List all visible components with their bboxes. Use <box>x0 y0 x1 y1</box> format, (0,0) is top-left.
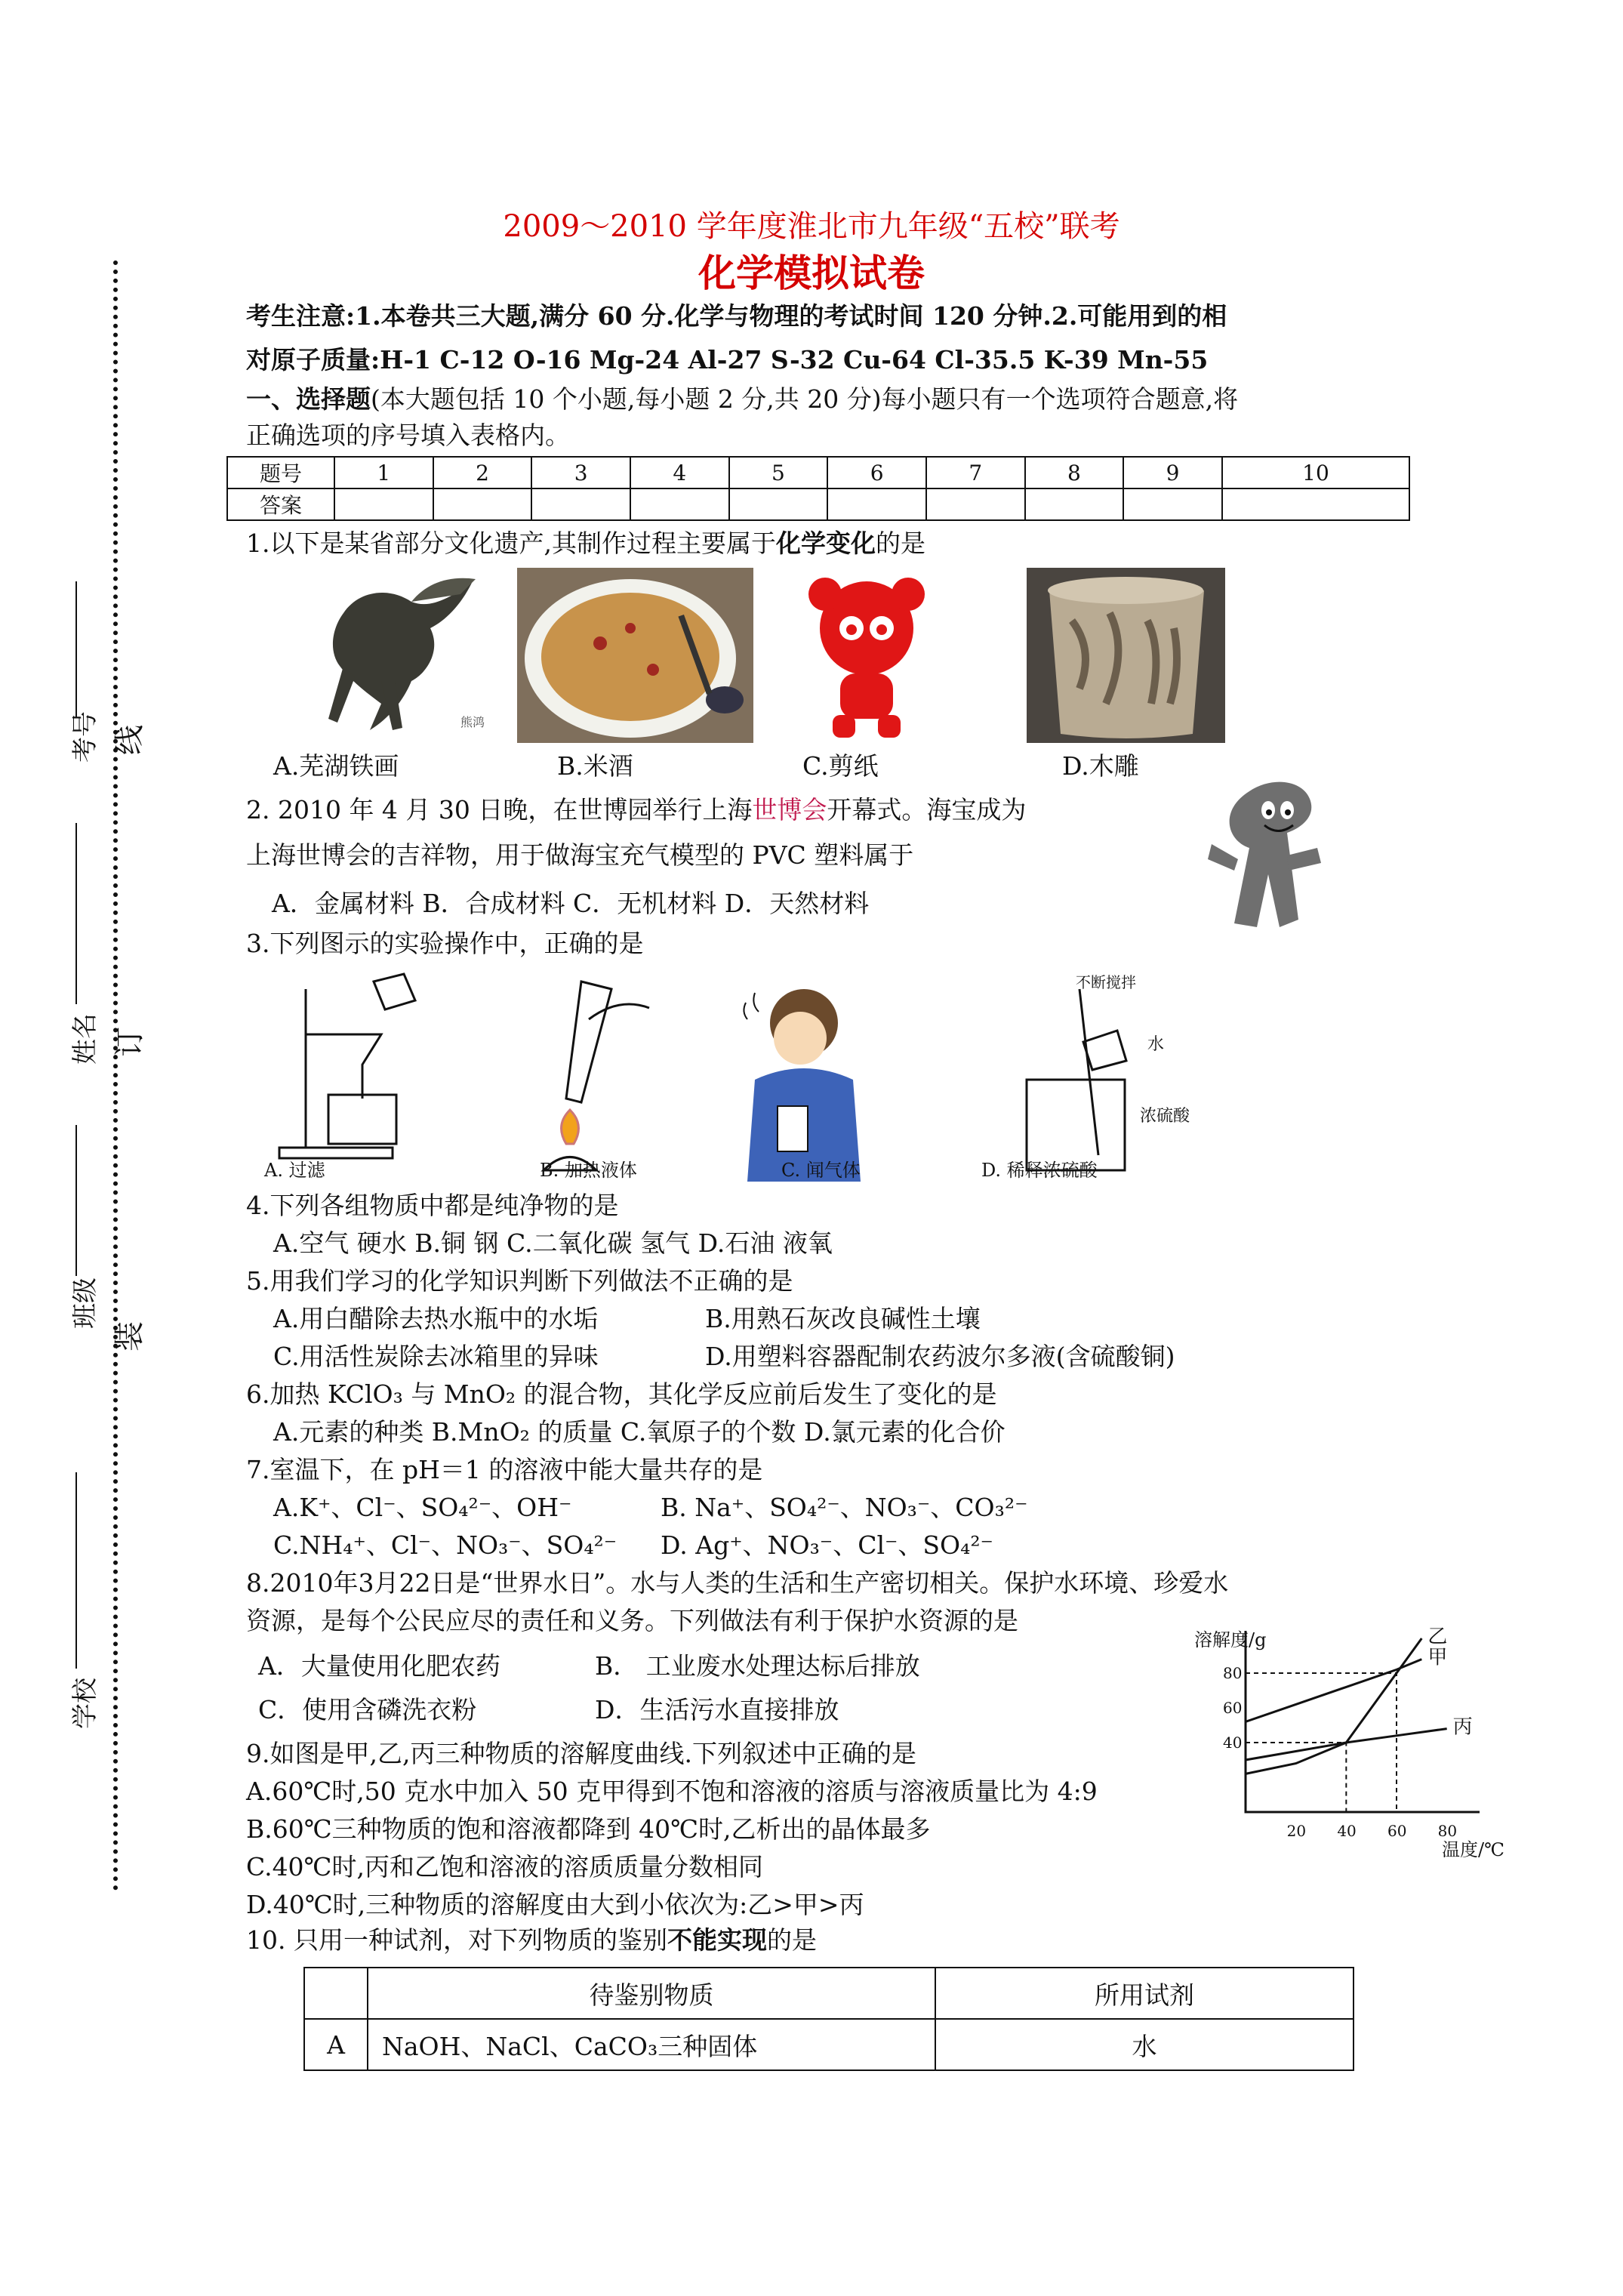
answer-cell[interactable] <box>531 488 630 520</box>
answer-cell[interactable] <box>926 488 1025 520</box>
q5-option-a: A.用白醋除去热水瓶中的水垢 <box>273 1304 599 1333</box>
q8-line2: 资源，是每个公民应尽的责任和义务。下列做法有利于保护水资源的是 <box>246 1606 1018 1635</box>
guide-line <box>1246 1743 1346 1812</box>
q9-option-c: C.40℃时,丙和乙饱和溶液的溶质质量分数相同 <box>246 1852 763 1881</box>
answer-table-number: 10 <box>1222 457 1409 488</box>
answer-table-number: 6 <box>827 457 926 488</box>
q1-stem: 1.以下是某省部分文化遗产,其制作过程主要属于化学变化的是 <box>246 529 925 558</box>
expo-link[interactable]: 世博会 <box>752 795 827 824</box>
annotation-water: 水 <box>1147 1035 1165 1054</box>
answer-cell[interactable] <box>334 488 433 520</box>
q8-option-d: D．生活污水直接排放 <box>595 1695 839 1724</box>
q10-row-substance: NaOH、NaCl、CaCO₃三种固体 <box>368 2019 935 2070</box>
binding-char-zhuang: 装 <box>112 1321 147 1351</box>
section1-desc: (本大题包括 10 个小题,每小题 2 分,共 20 分)每小题只有一个选项符合题意,将 <box>371 384 1239 414</box>
q8-line1: 8.2010年3月22日是“世界水日”。水与人类的生活和生产密切相关。保护水环境、珍爱水 <box>246 1568 1229 1598</box>
q6-options: A.元素的种类 B.MnO₂ 的质量 C.氧原子的个数 D.氯元素的化合价 <box>273 1417 1006 1447</box>
answer-table-row-numbers <box>227 457 1409 488</box>
q3-label-c: C. 闻气体 <box>781 1160 861 1181</box>
series-line-乙 <box>1246 1638 1421 1774</box>
solubility-curve-chart <box>1193 1623 1510 1857</box>
series-label: 丙 <box>1452 1715 1473 1739</box>
series-label: 乙 <box>1427 1626 1448 1648</box>
section1-line1 <box>246 381 1238 418</box>
wood-carving-image <box>1027 568 1225 743</box>
y-tick-label: 40 <box>1223 1734 1243 1752</box>
answer-table-row-answers <box>227 488 1409 520</box>
q7-option-d: D. Ag⁺、NO₃⁻、Cl⁻、SO₄²⁻ <box>661 1530 993 1560</box>
q10-row-reagent: 水 <box>935 2019 1354 2070</box>
annotation-acid: 浓硫酸 <box>1140 1107 1190 1126</box>
q3-label-d: D. 稀释浓硫酸 <box>981 1160 1098 1181</box>
q10-header-blank <box>304 1968 368 2019</box>
annotation-stir: 不断搅拌 <box>1076 973 1136 991</box>
q7-option-a: A.K⁺、Cl⁻、SO₄²⁻、OH⁻ <box>273 1493 572 1522</box>
answer-table-number: 1 <box>334 457 433 488</box>
filtration-apparatus-figure <box>279 974 415 1158</box>
q8-option-b: B． 工业废水处理达标后排放 <box>595 1651 920 1681</box>
answer-cell[interactable] <box>433 488 532 520</box>
q7-option-c: C.NH₄⁺、Cl⁻、NO₃⁻、SO₄²⁻ <box>273 1530 617 1560</box>
q1-option-d: D.木雕 <box>1062 751 1139 781</box>
side-label-xingming: 姓名 <box>70 1013 100 1065</box>
heating-liquid-figure <box>544 982 649 1170</box>
answer-table-number: 7 <box>926 457 1025 488</box>
side-label-banji: 班级 <box>70 1277 100 1329</box>
binding-dotted-line <box>113 260 118 1891</box>
x-tick-label: 80 <box>1437 1822 1458 1840</box>
notice-line1: 考生注意:1.本卷共三大题,满分 60 分.化学与物理的考试时间 120 分钟.2.可能用到的相 <box>246 301 1227 331</box>
y-tick-label: 60 <box>1223 1699 1243 1717</box>
exam-title-line2: 化学模拟试卷 <box>698 251 925 295</box>
answer-table-label-answer: 答案 <box>227 488 334 520</box>
answer-cell[interactable] <box>1123 488 1222 520</box>
section1-heading: 一、选择题 <box>246 384 371 414</box>
x-tick-label: 40 <box>1337 1822 1357 1840</box>
smelling-gas-figure <box>744 989 861 1182</box>
answer-cell[interactable] <box>827 488 926 520</box>
xuexiao-underline <box>75 1472 77 1669</box>
q4-options: A.空气 硬水 B.铜 钢 C.二氧化碳 氢气 D.石油 液氧 <box>273 1228 833 1258</box>
dilute-sulfuric-acid-figure <box>1027 973 1190 1170</box>
q5-option-d: D.用塑料容器配制农药波尔多液(含硫酸铜) <box>705 1342 1175 1371</box>
chart-ylabel: 溶解度/g <box>1194 1629 1267 1650</box>
x-tick-label: 60 <box>1387 1822 1407 1840</box>
exam-title-line1: 2009～2010 学年度淮北市九年级“五校”联考 <box>503 209 1120 244</box>
notice-line2: 对原子质量:H-1 C-12 O-16 Mg-24 Al-27 S-32 Cu-64 Cl-35.5 K-39 Mn-55 <box>246 345 1209 374</box>
q6-stem: 6.加热 KClO₃ 与 MnO₂ 的混合物，其化学反应前后发生了变化的是 <box>246 1379 997 1409</box>
section1-line2: 正确选项的序号填入表格内。 <box>246 421 570 450</box>
q7-option-b: B. Na⁺、SO₄²⁻、NO₃⁻、CO₃²⁻ <box>661 1493 1028 1522</box>
q3-label-a: A. 过滤 <box>264 1160 325 1181</box>
iron-horse-painting-image <box>298 568 487 740</box>
q4-stem: 4.下列各组物质中都是纯净物的是 <box>246 1191 619 1220</box>
q1-option-b: B.米酒 <box>557 751 633 781</box>
q10-table <box>303 1967 1354 2071</box>
q5-stem: 5.用我们学习的化学知识判断下列做法不正确的是 <box>246 1266 793 1296</box>
answer-table-number: 4 <box>630 457 729 488</box>
q9-option-a: A.60℃时,50 克水中加入 50 克甲得到不饱和溶液的溶质与溶液质量比为 4:9 <box>246 1777 1098 1806</box>
q10-header-reagent: 所用试剂 <box>935 1968 1354 2019</box>
banji-underline <box>75 1125 77 1276</box>
answer-table-label-number: 题号 <box>227 457 334 488</box>
table-row <box>304 2019 1354 2070</box>
haibao-mascot-image <box>1196 776 1332 942</box>
q8-option-c: C．使用含磷洗衣粉 <box>258 1695 477 1724</box>
q1-option-a: A.芜湖铁画 <box>273 751 399 781</box>
answer-cell[interactable] <box>1222 488 1409 520</box>
q7-stem: 7.室温下，在 pH＝1 的溶液中能大量共存的是 <box>246 1455 763 1484</box>
q5-option-c: C.用活性炭除去冰箱里的异味 <box>273 1342 599 1371</box>
side-label-kaohao: 考号 <box>70 711 100 763</box>
q2-options: A．金属材料 B．合成材料 C．无机材料 D．天然材料 <box>272 889 870 918</box>
side-label-xuexiao: 学校 <box>70 1678 100 1729</box>
paper-cut-image <box>795 568 938 743</box>
answer-table-number: 2 <box>433 457 532 488</box>
q8-option-a: A．大量使用化肥农药 <box>258 1651 500 1681</box>
answer-table-number: 9 <box>1123 457 1222 488</box>
q10-row-label: A <box>304 2019 368 2070</box>
answer-cell[interactable] <box>630 488 729 520</box>
y-tick-label: 80 <box>1223 1664 1243 1682</box>
answer-table-number: 3 <box>531 457 630 488</box>
q5-option-b: B.用熟石灰改良碱性土壤 <box>705 1304 981 1333</box>
series-line-甲 <box>1246 1660 1421 1722</box>
q2-stem: 2. 2010 年 4 月 30 日晚，在世博园举行上海世博会开幕式。海宝成为 <box>246 795 1027 824</box>
answer-cell[interactable] <box>729 488 828 520</box>
q9-option-b: B.60℃三种物质的饱和溶液都降到 40℃时,乙析出的晶体最多 <box>246 1814 931 1844</box>
q2-line2: 上海世博会的吉祥物，用于做海宝充气模型的 PVC 塑料属于 <box>246 840 914 870</box>
chart-xlabel: 温度/℃ <box>1442 1839 1504 1857</box>
q3-figures <box>257 966 1200 1182</box>
answer-table-number: 8 <box>1025 457 1124 488</box>
q9-option-d: D.40℃时,三种物质的溶解度由大到小依次为:乙>甲>丙 <box>246 1890 864 1919</box>
svg-text:熊鸿: 熊鸿 <box>460 715 485 729</box>
q10-stem: 10. 只用一种试剂，对下列物质的鉴别不能实现的是 <box>246 1925 817 1955</box>
series-label: 甲 <box>1427 1646 1448 1669</box>
q10-header-substance: 待鉴别物质 <box>368 1968 935 2019</box>
q3-label-b: B. 加热液体 <box>540 1160 637 1181</box>
binding-char-ding: 订 <box>112 1027 147 1057</box>
answer-cell[interactable] <box>1025 488 1124 520</box>
q9-stem: 9.如图是甲,乙,丙三种物质的溶解度曲线.下列叙述中正确的是 <box>246 1739 916 1768</box>
answer-table <box>226 456 1410 521</box>
q3-stem: 3.下列图示的实验操作中，正确的是 <box>246 929 644 958</box>
kaohao-underline <box>75 581 77 717</box>
rice-wine-image <box>517 568 753 743</box>
binding-char-xian: 线 <box>112 725 147 755</box>
xingming-underline <box>75 823 77 1004</box>
q1-option-c: C.剪纸 <box>802 751 879 781</box>
q10-table-header <box>304 1968 1354 2019</box>
x-tick-label: 20 <box>1286 1822 1307 1840</box>
answer-table-number: 5 <box>729 457 828 488</box>
